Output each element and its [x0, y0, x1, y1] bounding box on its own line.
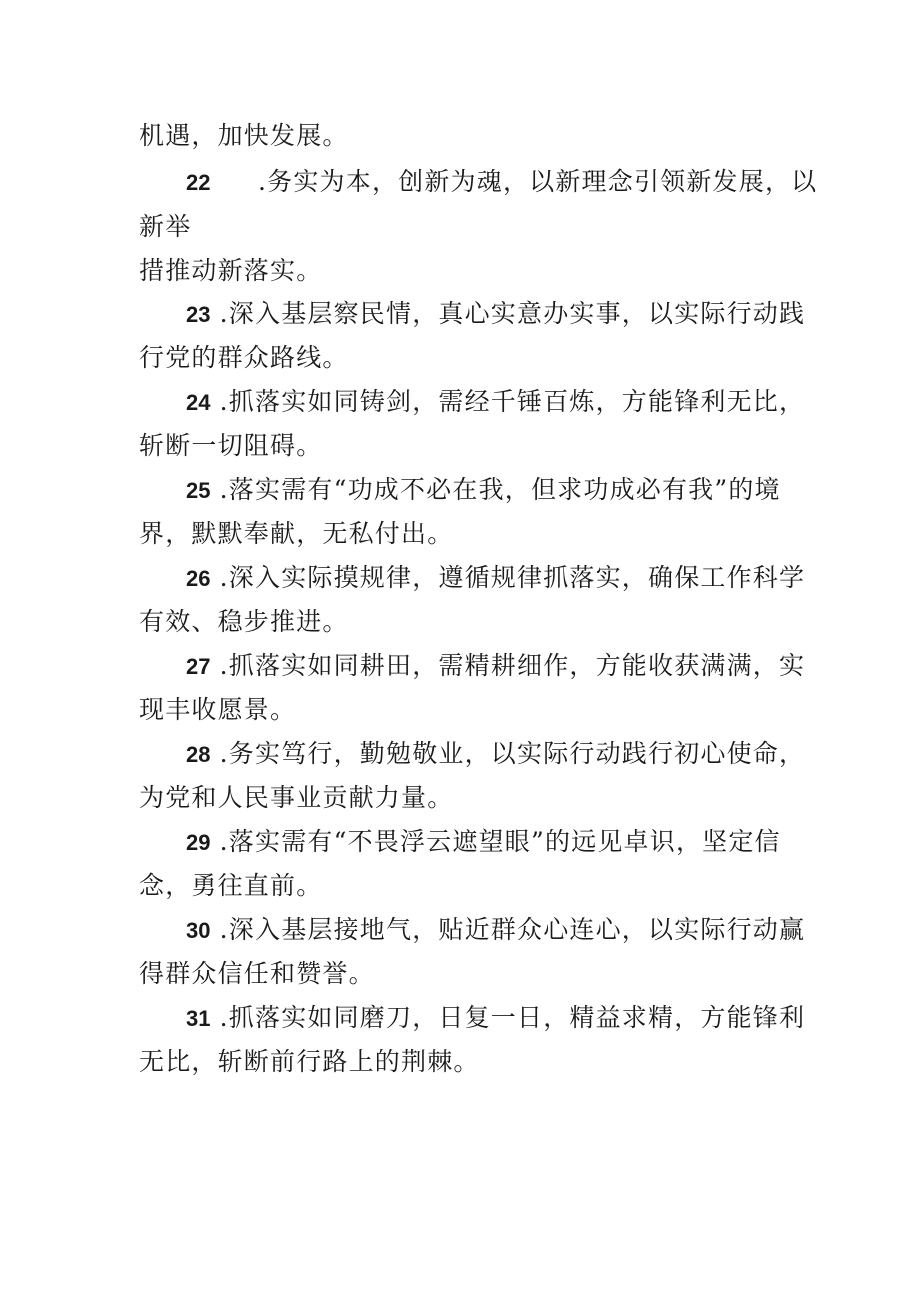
item-text: .深入实际摸规律，遵循规律抓落实，确保工作科学 — [219, 563, 806, 592]
paragraph-24-first-line — [186, 386, 805, 419]
paragraph-22-line-2: 新举 — [139, 212, 192, 241]
item-number: 30 — [186, 918, 211, 943]
paragraph-29-first-line — [186, 826, 781, 859]
item-number: 23 — [186, 302, 211, 327]
item-text: .深入基层接地气，贴近群众心连心，以实际行动赢 — [219, 915, 806, 944]
item-number: 31 — [186, 1006, 211, 1031]
paragraph-30-first-line — [186, 914, 805, 947]
item-number: 22 — [186, 170, 211, 195]
item-number: 29 — [186, 830, 211, 855]
item-text: .抓落实如同耕田，需精耕细作，方能收获满满，实 — [219, 651, 806, 680]
paragraph-30-line-2: 得群众信任和赞誉。 — [139, 959, 375, 988]
item-text: .深入基层察民情，真心实意办实事，以实际行动践 — [219, 299, 806, 328]
paragraph-25-line-2: 界，默默奉献，无私付出。 — [139, 519, 454, 548]
item-number: 25 — [186, 478, 211, 503]
item-text: .落实需有“功成不必在我，但求功成必有我”的境 — [219, 475, 781, 504]
item-text: .落实需有“不畏浮云遮望眼”的远见卓识，坚定信 — [219, 827, 781, 856]
paragraph-28-line-2: 为党和人民事业贡献力量。 — [139, 783, 454, 812]
paragraph-25-first-line — [186, 474, 781, 507]
paragraph-26-line-2: 有效、稳步推进。 — [139, 607, 349, 636]
item-number: 27 — [186, 654, 211, 679]
paragraph-22-line-3: 措推动新落实。 — [139, 256, 323, 285]
paragraph-27-first-line — [186, 650, 805, 683]
item-text: .务实为本，创新为魂，以新理念引领新发展，以 — [258, 167, 818, 196]
item-text: .抓落实如同铸剑，需经千锤百炼，方能锋利无比， — [219, 387, 806, 416]
item-text: .抓落实如同磨刀，日复一日，精益求精，方能锋利 — [219, 1003, 806, 1032]
paragraph-22-first-line — [186, 166, 817, 199]
paragraph-31-first-line — [186, 1002, 805, 1035]
paragraph-24-line-2: 斩断一切阻碍。 — [139, 431, 323, 460]
paragraph-27-line-2: 现丰收愿景。 — [139, 695, 297, 724]
paragraph-31-line-2: 无比，斩断前行路上的荆棘。 — [139, 1047, 480, 1076]
item-text: .务实笃行，勤勉敬业，以实际行动践行初心使命， — [219, 739, 806, 768]
item-number: 24 — [186, 390, 211, 415]
item-number: 28 — [186, 742, 211, 767]
paragraph-28-first-line — [186, 738, 805, 771]
paragraph-29-line-2: 念，勇往直前。 — [139, 871, 323, 900]
paragraph-23-line-2: 行党的群众路线。 — [139, 343, 349, 372]
paragraph-continuation-line: 机遇，加快发展。 — [139, 121, 349, 150]
paragraph-26-first-line — [186, 562, 805, 595]
item-number: 26 — [186, 566, 211, 591]
paragraph-23-first-line — [186, 298, 805, 331]
